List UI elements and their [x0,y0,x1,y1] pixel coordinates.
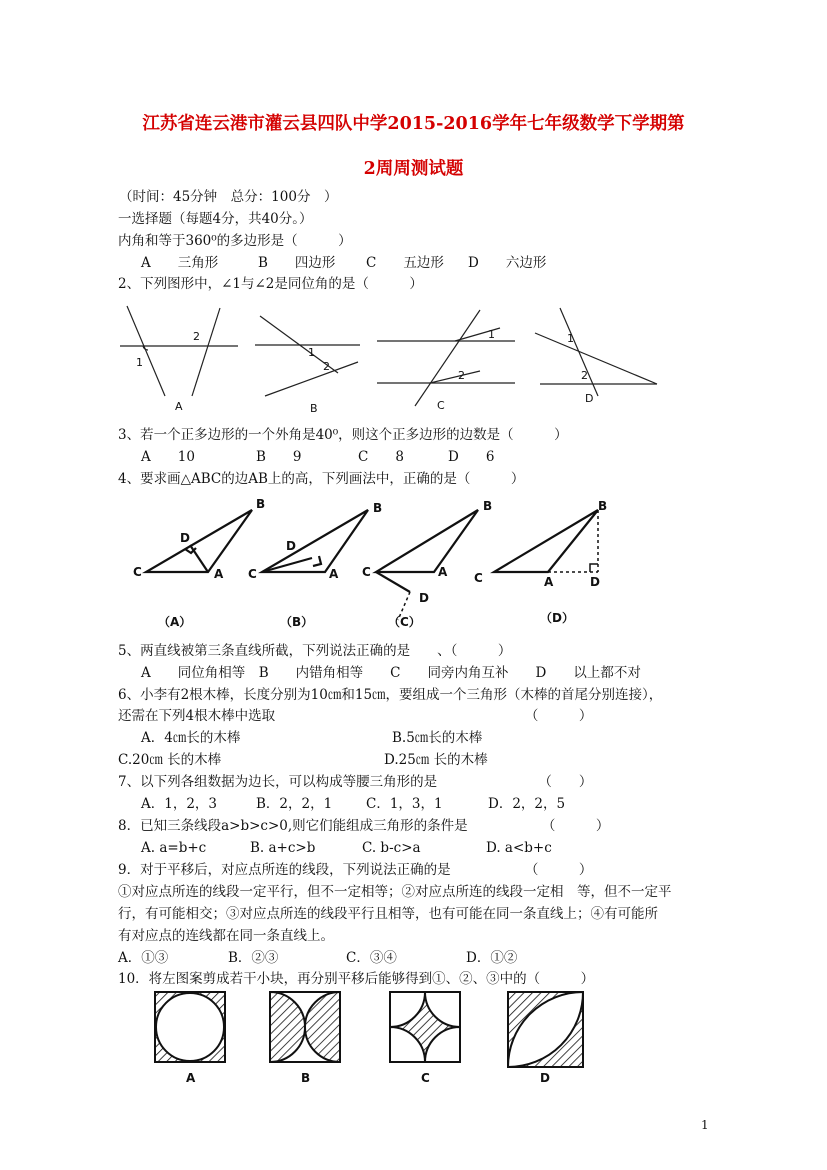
q8-option-b: B. a+c>b [250,840,316,856]
q6-option-b: B.5㎝长的木棒 [392,730,483,746]
q6-option-c: C.20㎝ 长的木棒 [118,752,222,768]
q7-option-d: D．2，2，5 [488,796,566,812]
q6-stem-continued: 还需在下列4根木棒中选取 （ ） [118,708,593,724]
q2-stem: 2、下列图形中，∠1与∠2是同位角的是（ ） [118,276,423,292]
q4-fig-c-caption: （C） [388,615,421,629]
q10-fig-c-caption: C [421,1071,430,1085]
document-title-line1: 江苏省连云港市灌云县四队中学2015-2016学年七年级数学下学期第 [142,114,685,134]
q9-option-a: A．①③ [118,950,169,966]
q2-fig-c-caption: C [437,399,445,412]
q9-option-b: B．②③ [228,950,279,966]
q2-figures [0,298,827,428]
q8-option-c: C. b-c>a [362,840,421,856]
exam-meta: （时间：45分钟 总分：100分 ） [119,189,338,205]
q7-option-a: A．1，2，3 [141,796,218,812]
q4-fig-c-vertex-d: D [419,591,429,605]
q8-option-a: A. a=b+c [141,840,207,856]
q4-fig-d-caption: （D） [540,611,574,625]
q3-option-a: A 10 [141,449,195,465]
q4-fig-a-vertex-b: B [256,497,266,511]
q4-fig-d-vertex-b: B [598,499,608,513]
document-title-line2: 2周周测试题 [363,159,464,179]
q10-fig-b-caption: B [301,1071,311,1085]
q2-fig-b-label-2: 2 [323,360,330,373]
q9-stem: 9．对于平移后，对应点所连的线段，下列说法正确的是 （ ） [118,862,593,878]
q5-stem: 5、两直线被第三条直线所截，下列说法正确的是 、（ ） [118,643,512,659]
q8-option-d: D. a<b+c [486,840,552,856]
q4-fig-a-vertex-d: D [180,531,190,545]
q10-fig-a-caption: A [186,1071,196,1085]
q9-statement-line2: 行，有可能相交；③对应点所连的线段平行且相等，也有可能在同一条直线上；④有可能所 [118,906,658,922]
q4-fig-b-vertex-a: A [329,567,339,581]
q3-stem: 3、若一个正多边形的一个外角是40⁰，则这个正多边形的边数是（ ） [118,427,568,443]
q4-fig-c-vertex-b: B [483,499,493,513]
q3-option-b: B 9 [256,449,302,465]
q5-options: A 同位角相等 B 内错角相等 C 同旁内角互补 D 以上都不对 [141,665,641,681]
page-number: 1 [701,1118,709,1132]
q3-option-d: D 6 [448,449,495,465]
q9-statement-line3: 有对应点的连线都在同一条直线上。 [118,928,334,944]
q2-fig-a-label-2: 2 [193,330,200,343]
q4-fig-a-vertex-c: C [133,565,142,579]
q6-option-a: A．4㎝长的木棒 [141,730,241,746]
q7-option-c: C．1，3，1 [366,796,443,812]
q1-stem: 内角和等于360⁰的多边形是（ ） [118,233,352,249]
q7-option-b: B．2，2，1 [256,796,333,812]
q4-fig-a-vertex-a: A [214,567,224,581]
q7-stem: 7、以下列各组数据为边长，可以构成等腰三角形的是 （ ） [118,774,593,790]
q2-fig-d-caption: D [585,392,594,405]
q10-figures [0,990,827,1100]
q10-stem: 10．将左图案剪成若干小块，再分别平移后能够得到①、②、③中的（ ） [118,971,595,987]
q1-option-c: C 五边形 [366,255,444,271]
q3-option-c: C 8 [358,449,404,465]
q10-fig-d-caption: D [540,1071,550,1085]
q2-fig-a-label-1: 1 [136,356,143,369]
q4-fig-c-vertex-a: A [438,565,448,579]
q4-fig-b-vertex-d: D [286,539,296,553]
q2-fig-a-caption: A [175,400,183,413]
q2-fig-c-label-2: 2 [458,369,465,382]
q2-fig-d-label-2: 2 [581,369,588,382]
q9-option-c: C．③④ [346,950,397,966]
q6-stem: 6、小李有2根木棒，长度分别为10㎝和15㎝，要组成一个三角形（木棒的首尾分别连接）， [118,687,663,703]
section-heading: 一选择题（每题4分，共40分。） [118,211,313,227]
q4-fig-d-vertex-c: C [474,571,483,585]
q2-fig-b-caption: B [310,402,318,415]
q1-option-a: A 三角形 [141,255,219,271]
q4-figures [0,492,827,632]
q2-fig-d-label-1: 1 [567,332,574,345]
q8-stem: 8．已知三条线段a>b>c>0,则它们能组成三角形的条件是 （ ） [118,818,610,834]
q4-stem: 4、要求画△ABC的边AB上的高，下列画法中，正确的是（ ） [118,471,525,487]
q2-fig-c-label-1: 1 [488,328,495,341]
q9-statement-line1: ①对应点所连的线段一定平行，但不一定相等；②对应点所连的线段一定相 等，但不一定平 [118,884,672,900]
q9-option-d: D．①② [466,950,518,966]
q4-fig-b-vertex-b: B [373,501,383,515]
q4-fig-d-vertex-a: A [544,575,554,589]
q4-fig-b-vertex-c: C [248,567,257,581]
q2-fig-b-label-1: 1 [308,346,315,359]
q6-option-d: D.25㎝ 长的木棒 [384,752,488,768]
q4-fig-b-caption: （B） [280,615,314,629]
q1-option-b: B 四边形 [258,255,336,271]
q4-fig-a-caption: （A） [158,615,192,629]
q1-option-d: D 六边形 [468,255,547,271]
q4-fig-c-vertex-c: C [362,565,371,579]
q4-fig-d-vertex-d: D [590,575,600,589]
